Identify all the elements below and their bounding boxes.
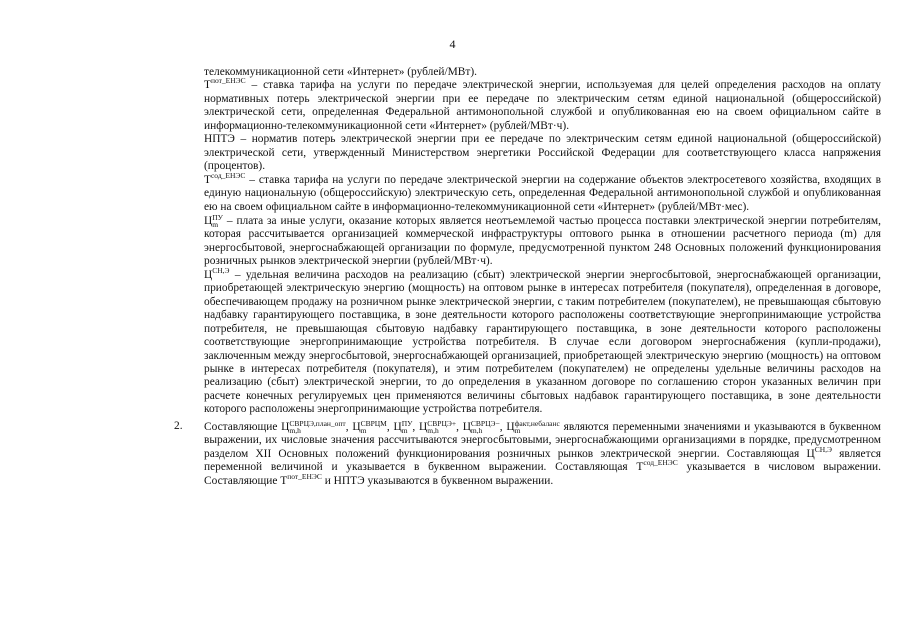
page-number: 4: [449, 37, 456, 51]
symbol-c-pu-2: Ц ПУ m: [393, 418, 413, 435]
symbol-c-svrce-plus: Ц СВРЦЭ+ m,h: [419, 418, 457, 435]
paragraph-c-pu: Ц ПУ m – плата за иные услуги, оказание которых является неотъемлемой частью процесса поставки электрической энергии потребителям, которая рассчитывается организацией коммерческой инфраструктуры оптового рынка в отношении расчетного периода (m) для энергосбытовой, энергоснабжающей организации по формуле, предусмотренной пунктом 248 Основных положений функционирования розничных рынков электрической энергии (рублей/МВт·ч).: [204, 212, 881, 268]
symbol-t-sod-enes-2: $T^{сод\_ЕНЭС}$: [636, 458, 678, 474]
list-item-number: 2.: [174, 419, 183, 432]
symbol-c-fakt-nebalans: Ц факт,небаланс m: [506, 418, 560, 435]
symbol-c-svrce-plan: Ц СВРЦЭ,план_опт m,h: [281, 418, 346, 435]
paragraph-c-sn-e: $Ц^{СН,Э}$ – удельная величина расходов на реализацию (сбыт) электрической энергии энергосбытовой, энергоснабжающей организации, приобретающей электрическую энергию (мощность) на оптовом рынке в интересах потребителя (покупателя), определенная в договоре, обеспечивающем продажу на розничном рынке электрической энергии, с таким потребителем (покупателем), не превышающая сбытовую надбавку гарантирующего поставщика, в зоне деятельности которого расположены соответствующие энергопринимающие устройства потребителя, не превышающая сбытовую надбавку гарантирующего поставщика, в зоне деятельности которого расположены соответствующие энергопринимающие устройства потребителя. В случае если договором энергоснабжения (купли-продажи), заключенным между энергосбытовой, энергоснабжающей организацией, приобретающей электрическую энергию (мощность) на оптовом рынке в интересах потребителя (покупателя), и этим потребителем (покупателем) не определены удельные величины расходов на реализацию (сбыт) электрической энергии, то до определения в указанном договоре по соглашению сторон указанных величин при расчете конечных регулируемых цен применяются величины сбытовых надбавок гарантирующего поставщика, в зоне деятельности которого расположены энергопринимающие устройства потребителя.: [204, 266, 881, 416]
symbol-t-pot-enes-2: $T^{пот\_ЕНЭС}$: [280, 471, 322, 487]
paragraph-npte: НПТЭ – норматив потерь электрической энергии при ее передаче по электрическим сетям единой национальной (общероссийской) электрической сети, утвержденный Министерством энергетики Российской Федерации для соответствующего класса напряжения (процентов).: [204, 133, 881, 173]
symbol-c-svrce-minus: Ц СВРЦЭ− m,h: [462, 418, 500, 435]
list-item-2: 2. Составляющие Ц СВРЦЭ,план_опт m,h , Ц СВРЦМ m , Ц ПУ m , Ц СВРЦЭ+ m,h , Ц СВРЦЭ− m,h , Ц факт,небаланс m являются переменными значениями и указываются в буквенном выражении, их числовые значения рассчитываются энергосбытовыми, энергоснабжающими организациями в порядке, предусмотренном разделом XII Основных положений функционирования розничных рынков электрической энергии. Составляющая $Ц^{СН,Э}$ является переменной величиной и указывается в буквенном выражении. Составляющая $T^{сод\_ЕНЭС}$ указывается в числовом выражении. Составляющие $T^{пот\_ЕНЭС}$ и НПТЭ указываются в буквенном выражении.: [174, 418, 882, 487]
symbol-c-sn-e: $Ц^{СН,Э}$: [204, 266, 230, 281]
paragraph-continuation: телекоммуникационной сети «Интернет» (рублей/МВт).: [204, 66, 477, 78]
symbol-c-pu: Ц ПУ m: [204, 212, 223, 229]
symbol-t-sod-enes: $T^{сод\_ЕНЭС}$: [204, 170, 246, 186]
paragraph-t-pot-enes: $T^{пот\_ЕНЭС}$ – ставка тарифа на услуги по передаче электрической энергии, используемая для целей определения расходов на оплату нормативных потерь электрической энергии при ее передаче по электрическим сетям единой национальной (общероссийской) электрической сети, определенная Федеральной антимонопольной службой и опубликованная ею на своем официальном сайте в информационно-телекоммуникационной сети «Интернет» (рублей/МВт·ч).: [204, 76, 881, 132]
symbol-t-pot-enes: $T^{пот\_ЕНЭС}$: [204, 76, 246, 92]
document-body: [174, 66, 882, 488]
paragraph-t-sod-enes: $T^{сод\_ЕНЭС}$ – ставка тарифа на услуги по передаче электрической энергии на содержание объектов электросетевого хозяйства, входящих в единую национальную (общероссийскую) электрическую сеть, определенная Федеральной антимонопольной службой и опубликованная ею на своем официальном сайте в информационно-телекоммуникационной сети «Интернет» (рублей/МВт·мес).: [204, 170, 881, 213]
symbol-c-sn-e-2: $Ц^{СН,Э}$: [806, 444, 832, 460]
symbol-c-svrcm: Ц СВРЦМ m: [352, 418, 387, 435]
